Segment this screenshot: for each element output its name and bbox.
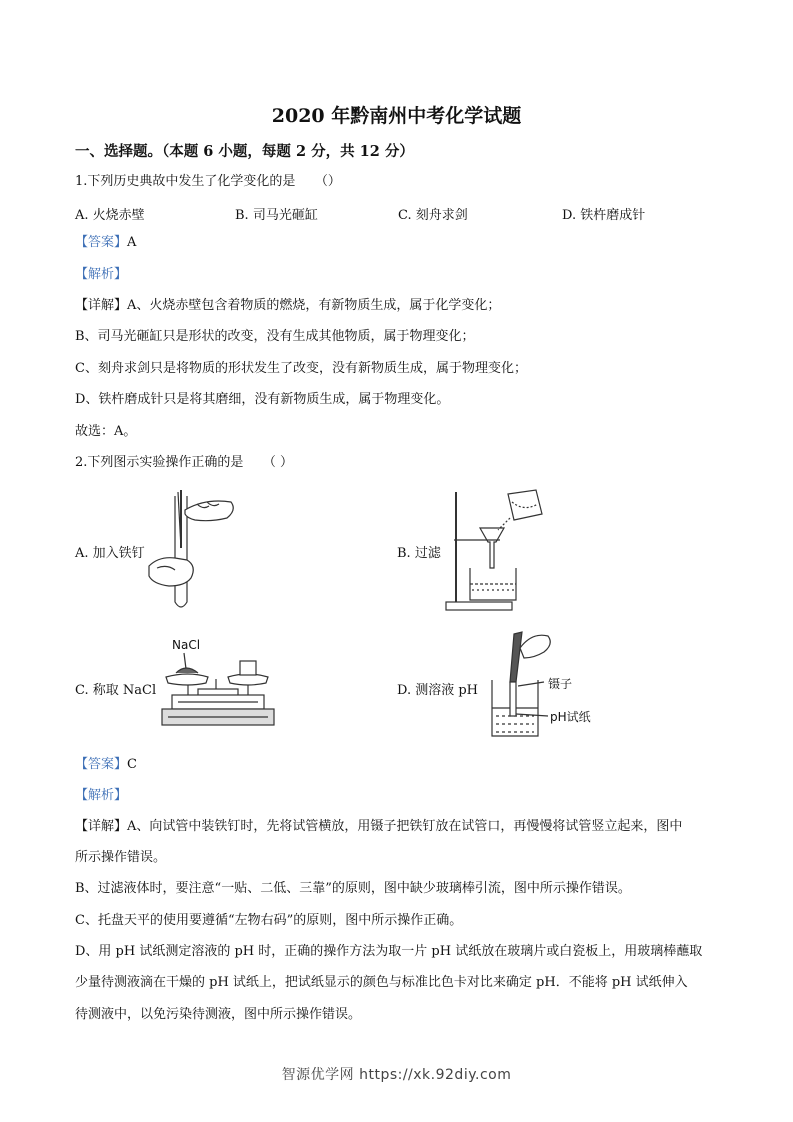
hand-icon xyxy=(520,635,550,658)
q1-option-b: B. 司马光砸缸 xyxy=(235,208,318,223)
detail-text: A、向试管中装铁钉时，先将试管横放，用镊子把铁钉放在试管口，再慢慢将试管竖立起来，图中 xyxy=(127,819,683,834)
q2-detail-d: D、用 pH 试纸测定溶液的 pH 时，正确的操作方法为取一片 pH 试纸放在玻璃片或白瓷板上，用玻璃棒蘸取 xyxy=(75,944,703,959)
figure-ph-test xyxy=(488,628,608,740)
funnel-icon xyxy=(480,528,504,568)
figure-filtration xyxy=(440,488,550,612)
q2-stem: 2.下列图示实验操作正确的是 （ ） xyxy=(75,455,294,470)
q1-detail-d: D、铁杵磨成针只是将其磨细，没有新物质生成，属于物理变化。 xyxy=(75,392,450,407)
page-title: 2020 年黔南州中考化学试题 xyxy=(271,105,522,127)
q2-option-b: B. 过滤 xyxy=(397,546,441,561)
stand-base-icon xyxy=(446,602,512,610)
ph-paper-label: pH试纸 xyxy=(550,710,591,724)
q1-analysis-label: 【解析】 xyxy=(75,267,128,282)
q1-detail-c: C、刻舟求剑只是将物质的形状发生了改变，没有新物质生成，属于物理变化； xyxy=(75,361,527,376)
q1-option-a: A. 火烧赤壁 xyxy=(75,208,145,223)
hand-icon xyxy=(149,558,193,586)
q2-detail-d-end: 待测液中，以免污染待测液，图中所示操作错误。 xyxy=(75,1007,362,1022)
answer-label: 【答案】 xyxy=(75,235,128,250)
q2-detail-a-cont: 所示操作错误。 xyxy=(75,850,167,865)
detail-text: A、火烧赤壁包含着物质的燃烧，有新物质生成，属于化学变化； xyxy=(127,298,501,313)
q1-option-c: C. 刻舟求剑 xyxy=(398,208,468,223)
q2-option-a: A. 加入铁钉 xyxy=(75,546,145,561)
ph-paper-icon xyxy=(510,682,516,716)
q1-detail-a xyxy=(75,297,500,315)
q2-detail-d-cont: 少量待测液滴在干燥的 pH 试纸上，把试纸显示的颜色与标准比色卡对比来确定 pH．不能将 pH 试纸伸入 xyxy=(75,975,688,990)
q2-answer xyxy=(75,756,137,774)
footer-watermark: 智源优学网 https://xk.92diy.com xyxy=(281,1067,512,1083)
answer-label: 【答案】 xyxy=(75,757,128,772)
figure-add-nail xyxy=(145,490,245,612)
detail-label: 【详解】 xyxy=(75,819,128,834)
q2-detail-a xyxy=(75,818,682,836)
weight-icon xyxy=(240,661,256,675)
q2-detail-b: B、过滤液体时，要注意“一贴、二低、三靠”的原则，图中缺少玻璃棒引流，图中所示操作错误。 xyxy=(75,881,631,896)
answer-value: A xyxy=(127,235,137,250)
tweezers-icon xyxy=(510,632,522,682)
detail-label: 【详解】 xyxy=(75,298,128,313)
q1-conclusion: 故选：A。 xyxy=(75,424,137,439)
nacl-label: NaCl xyxy=(172,638,201,652)
q2-detail-c: C、托盘天平的使用要遵循“左物右码”的原则，图中所示操作正确。 xyxy=(75,913,463,928)
answer-value: C xyxy=(127,757,137,772)
q1-answer xyxy=(75,234,136,252)
beaker-icon xyxy=(508,490,542,520)
figure-balance xyxy=(158,633,278,733)
q2-option-d: D. 测溶液 pH xyxy=(397,683,479,698)
section-heading: 一、选择题。（本题 6 小题，每题 2 分，共 12 分） xyxy=(75,143,414,160)
q2-option-c: C. 称取 NaCl xyxy=(75,683,157,698)
q1-option-d: D. 铁杵磨成针 xyxy=(562,208,646,223)
q2-analysis-label: 【解析】 xyxy=(75,788,128,803)
q1-stem: 1.下列历史典故中发生了化学变化的是 （） xyxy=(75,174,341,189)
q1-detail-b: B、司马光砸缸只是形状的改变，没有生成其他物质，属于物理变化； xyxy=(75,329,475,344)
tweezers-label: 镊子 xyxy=(548,677,573,691)
